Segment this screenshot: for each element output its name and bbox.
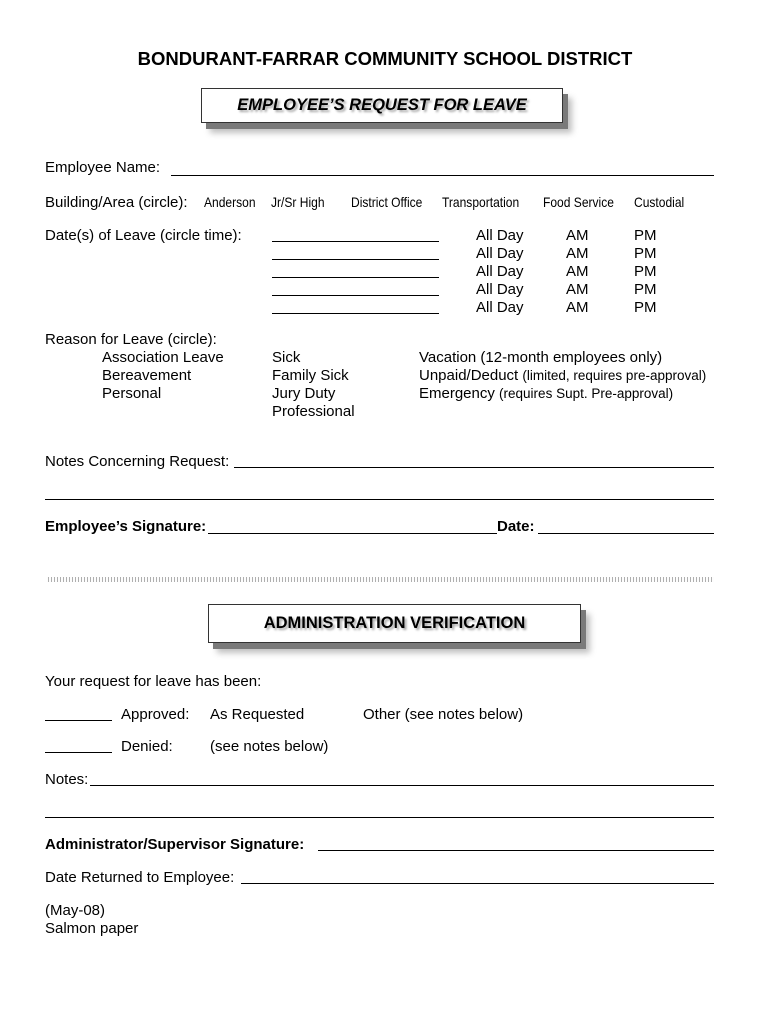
am-option-1[interactable]: AM: [566, 227, 589, 244]
building-food-service[interactable]: Food Service: [543, 194, 614, 210]
form-title-box: [201, 88, 563, 123]
date-returned-label: Date Returned to Employee:: [45, 869, 235, 886]
signature-date-field[interactable]: [538, 533, 714, 534]
date-field-4[interactable]: [272, 295, 439, 296]
unpaid-note: (limited, requires pre-approval): [522, 368, 707, 383]
reason-bereavement[interactable]: Bereavement: [102, 367, 192, 384]
admin-notes-field-1[interactable]: [90, 785, 714, 786]
date-field-1[interactable]: [272, 241, 439, 242]
employee-name-label: Employee Name:: [45, 159, 161, 176]
denied-label: Denied:: [121, 738, 173, 755]
reason-personal[interactable]: Personal: [102, 385, 162, 402]
emergency-label: Emergency: [419, 385, 495, 402]
date-field-5[interactable]: [272, 313, 439, 314]
pm-option-5[interactable]: PM: [634, 299, 657, 316]
all-day-option-1[interactable]: All Day: [476, 227, 524, 244]
building-anderson[interactable]: Anderson: [204, 194, 256, 210]
pm-option-4[interactable]: PM: [634, 281, 657, 298]
notes-request-field-1[interactable]: [234, 467, 714, 468]
other-option[interactable]: Other (see notes below): [363, 706, 524, 723]
emergency-note: (requires Supt. Pre-approval): [499, 386, 674, 401]
approved-field[interactable]: [45, 720, 112, 721]
building-label: Building/Area (circle):: [45, 194, 188, 211]
admin-signature-field[interactable]: [318, 850, 714, 851]
reason-unpaid[interactable]: [419, 367, 706, 384]
date-field-3[interactable]: [272, 277, 439, 278]
admin-intro: Your request for leave has been:: [45, 673, 262, 690]
date-field-2[interactable]: [272, 259, 439, 260]
reason-emergency[interactable]: [419, 385, 673, 402]
reason-jury-duty[interactable]: Jury Duty: [272, 385, 336, 402]
building-transportation[interactable]: Transportation: [442, 194, 520, 210]
see-notes-text: (see notes below): [210, 738, 329, 755]
reason-professional[interactable]: Professional: [272, 403, 355, 420]
pm-option-3[interactable]: PM: [634, 263, 657, 280]
admin-signature-label: Administrator/Supervisor Signature:: [45, 836, 305, 853]
reason-family-sick[interactable]: Family Sick: [272, 367, 349, 384]
approved-label: Approved:: [121, 706, 190, 723]
unpaid-label: Unpaid/Deduct: [419, 367, 519, 384]
form-version: (May-08): [45, 902, 106, 919]
admin-notes-field-2[interactable]: [45, 817, 714, 818]
am-option-3[interactable]: AM: [566, 263, 589, 280]
date-returned-field[interactable]: [241, 883, 714, 884]
all-day-option-5[interactable]: All Day: [476, 299, 524, 316]
paper-note: Salmon paper: [45, 920, 139, 937]
admin-notes-label: Notes:: [45, 771, 89, 788]
reason-vacation[interactable]: Vacation (12-month employees only): [419, 349, 663, 366]
am-option-2[interactable]: AM: [566, 245, 589, 262]
building-district-office[interactable]: District Office: [351, 194, 423, 210]
building-jr-sr-high[interactable]: Jr/Sr High: [271, 194, 325, 210]
form-title: EMPLOYEE’S REQUEST FOR LEAVE: [237, 96, 527, 114]
all-day-option-2[interactable]: All Day: [476, 245, 524, 262]
district-title: BONDURANT-FARRAR COMMUNITY SCHOOL DISTRICT: [137, 48, 633, 69]
employee-name-field[interactable]: [171, 175, 714, 176]
employee-signature-label: Employee’s Signature:: [45, 518, 207, 535]
all-day-option-4[interactable]: All Day: [476, 281, 524, 298]
denied-field[interactable]: [45, 752, 112, 753]
employee-signature-field[interactable]: [208, 533, 497, 534]
building-custodial[interactable]: Custodial: [634, 194, 685, 210]
notes-request-label: Notes Concerning Request:: [45, 453, 230, 470]
signature-date-label: Date:: [497, 518, 535, 535]
section-divider: [47, 577, 714, 582]
notes-request-field-2[interactable]: [45, 499, 714, 500]
reason-association-leave[interactable]: Association Leave: [102, 349, 224, 366]
reason-sick[interactable]: Sick: [272, 349, 301, 366]
all-day-option-3[interactable]: All Day: [476, 263, 524, 280]
am-option-4[interactable]: AM: [566, 281, 589, 298]
dates-label: Date(s) of Leave (circle time):: [45, 227, 242, 244]
am-option-5[interactable]: AM: [566, 299, 589, 316]
reason-label: Reason for Leave (circle):: [45, 331, 217, 348]
pm-option-2[interactable]: PM: [634, 245, 657, 262]
admin-title: ADMINISTRATION VERIFICATION: [263, 614, 526, 632]
as-requested-option[interactable]: As Requested: [210, 706, 305, 723]
pm-option-1[interactable]: PM: [634, 227, 657, 244]
admin-title-box: [208, 604, 581, 643]
